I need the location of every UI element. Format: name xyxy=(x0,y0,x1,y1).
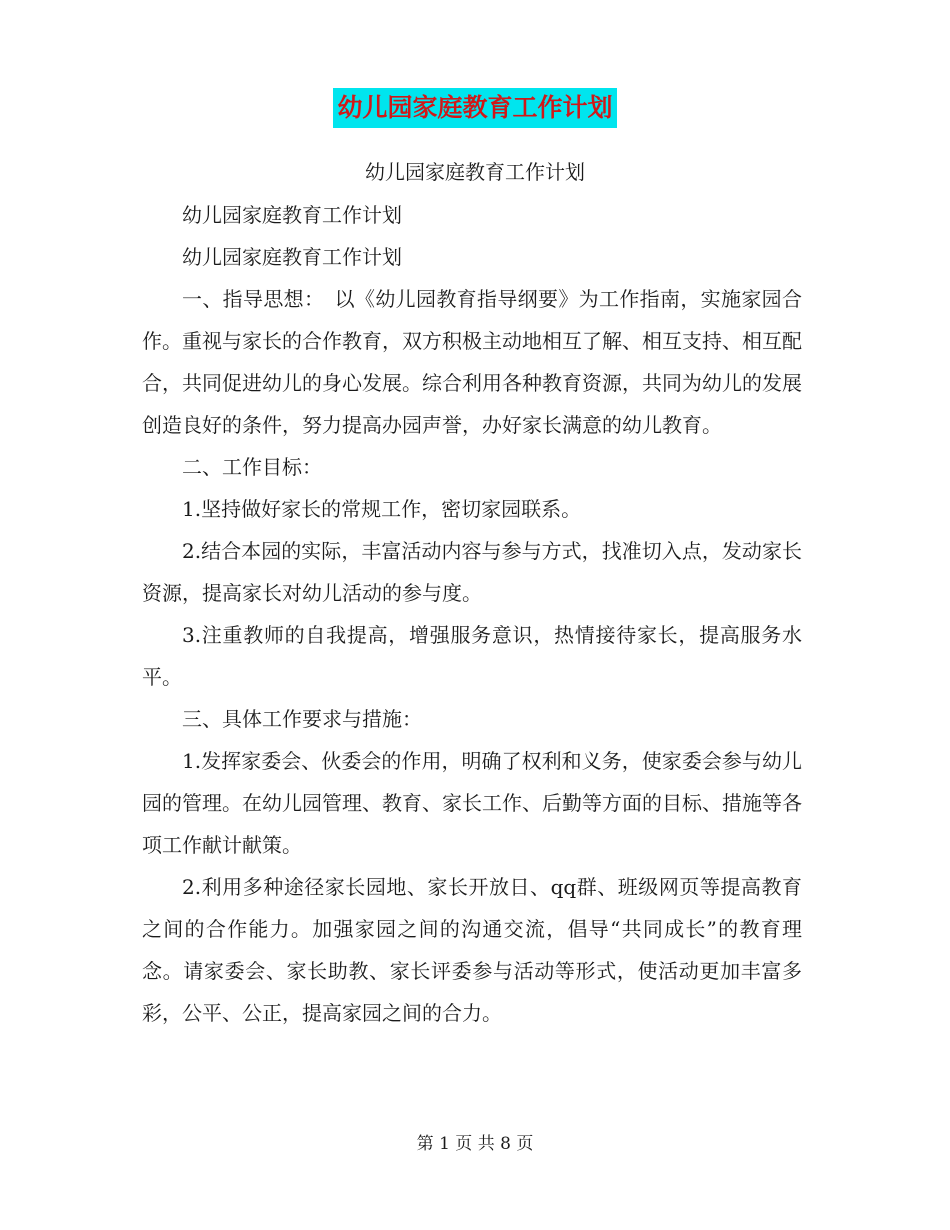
paragraph: 幼儿园家庭教育工作计划 xyxy=(182,203,402,227)
paragraph: 二、工作目标： xyxy=(182,455,322,479)
paragraph: 3.注重教师的自我提高，增强服务意识，热情接待家长，提高服务水平。 xyxy=(142,623,802,689)
paragraph: 一、指导思想： 以《幼儿园教育指导纲要》为工作指南，实施家园合作。重视与家长的合作教育，双方积极主动地相互了解、相互支持、相互配合，共同促进幼儿的身心发展。综合利用各种教育资源，共同为幼儿的发展创造良好的条件，努力提高办园声誉，办好家长满意的幼儿教育。 xyxy=(142,287,802,437)
paragraph: 2.利用多种途径家长园地、家长开放日、qq群、班级网页等提高教育之间的合作能力。加强家园之间的沟通交流，倡导“共同成长”的教育理念。请家委会、家长助教、家长评委参与活动等形式，使活动更加丰富多彩，公平、公正，提高家园之间的合力。 xyxy=(142,875,802,1025)
title-container xyxy=(0,88,950,128)
document-subtitle: 幼儿园家庭教育工作计划 xyxy=(365,160,585,184)
paragraph: 1.发挥家委会、伙委会的作用，明确了权利和义务，使家委会参与幼儿园的管理。在幼儿园管理、教育、家长工作、后勤等方面的目标、措施等各项工作献计献策。 xyxy=(142,749,802,857)
page-footer: 第 1 页 共 8 页 xyxy=(416,1134,534,1154)
paragraph: 1.坚持做好家长的常规工作，密切家园联系。 xyxy=(182,497,582,521)
document-body xyxy=(142,194,802,1034)
paragraph: 幼儿园家庭教育工作计划 xyxy=(182,245,402,269)
paragraph: 三、具体工作要求与措施： xyxy=(182,707,422,731)
paragraph: 2.结合本园的实际，丰富活动内容与参与方式，找准切入点，发动家长资源，提高家长对幼儿活动的参与度。 xyxy=(142,539,802,605)
document-title: 幼儿园家庭教育工作计划 xyxy=(333,88,616,128)
